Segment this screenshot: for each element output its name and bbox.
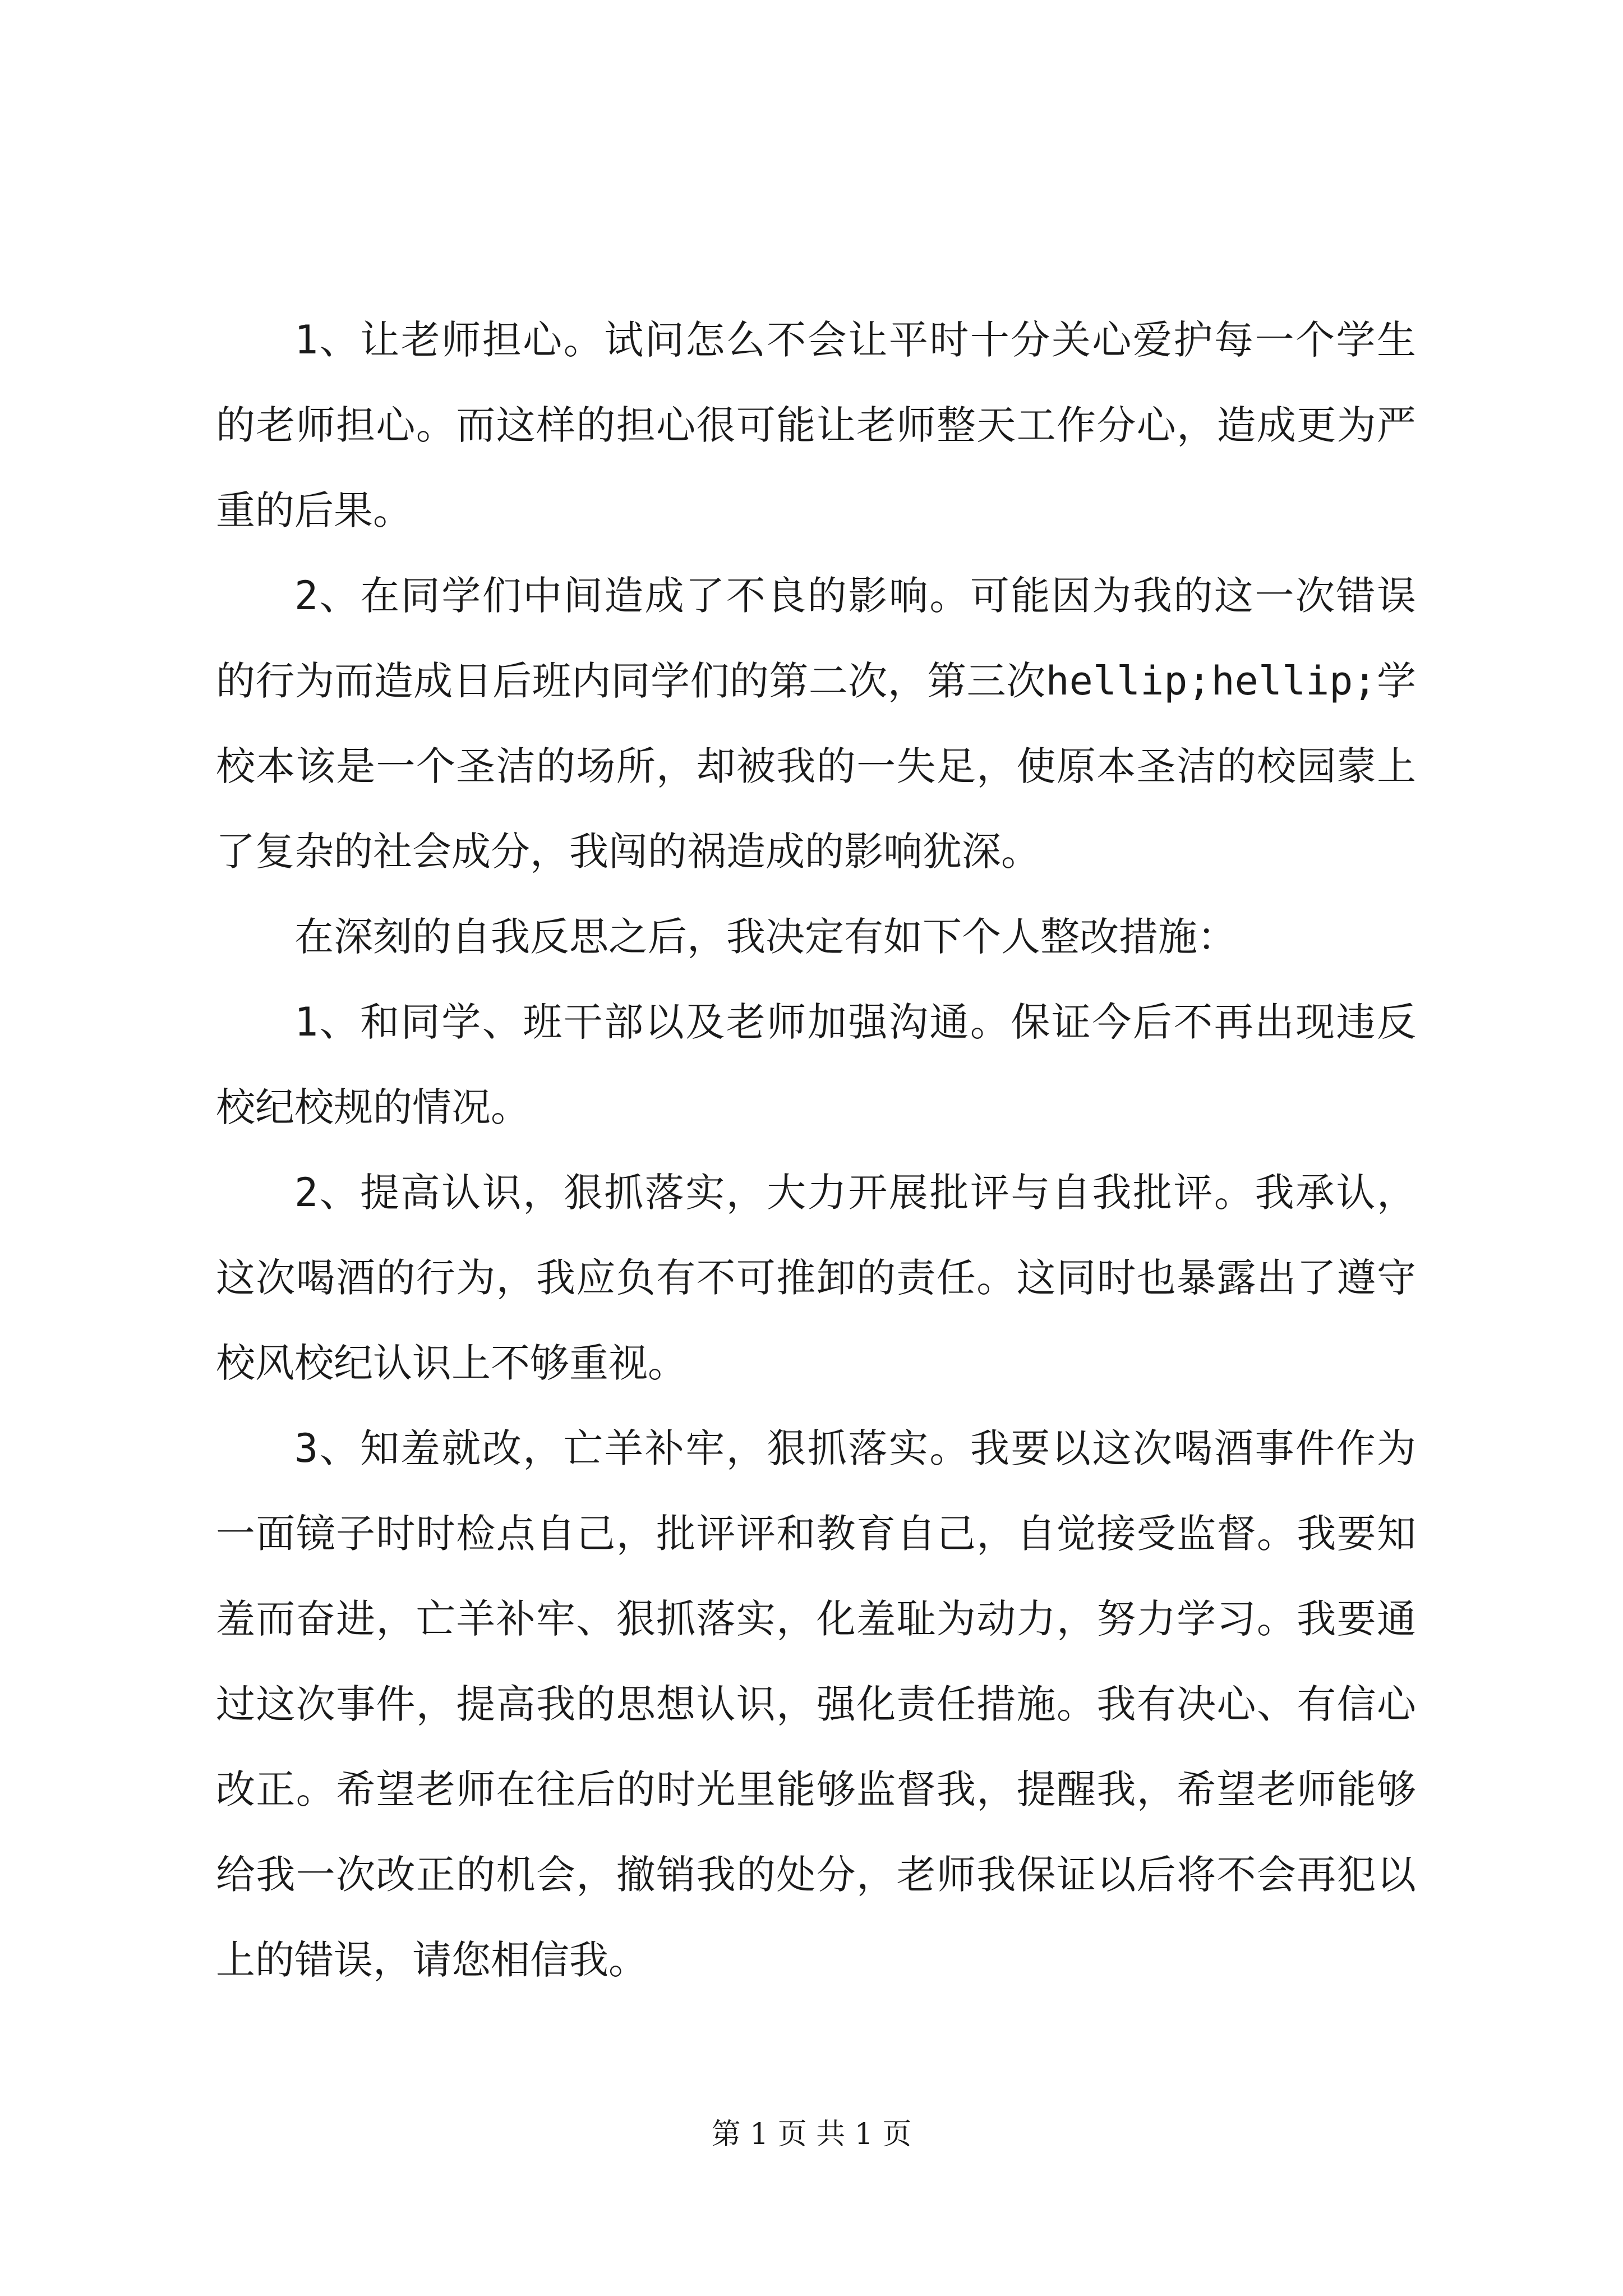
page-footer: 第 1 页 共 1 页 xyxy=(711,2118,912,2151)
paragraph-5: 2、提高认识，狠抓落实，大力开展批评与自我批评。我承认，这次喝酒的行为，我应负有不可推卸的责任。这同时也暴露出了遵守校风校纪认识上不够重视。 xyxy=(216,1170,1416,1386)
document-body xyxy=(216,297,1416,2003)
paragraph-3: 在深刻的自我反思之后，我决定有如下个人整改措施： xyxy=(294,914,1237,960)
paragraph-6: 3、知羞就改，亡羊补牢，狠抓落实。我要以这次喝酒事件作为一面镜子时时检点自己，批评评和教育自己，自觉接受监督。我要知羞而奋进，亡羊补牢、狠抓落实，化羞耻为动力，努力学习。我要通过这次事件，提高我的思想认识，强化责任措施。我有决心、有信心改正。希望老师在往后的时光里能够监督我，提醒我，希望老师能够给我一次改正的机会，撤销我的处分，老师我保证以后将不会再犯以上的错误，请您相信我。 xyxy=(216,1425,1416,1983)
paragraph-4: 1、和同学、班干部以及老师加强沟通。保证今后不再出现违反校纪校规的情况。 xyxy=(216,999,1416,1130)
paragraph-2: 2、在同学们中间造成了不良的影响。可能因为我的这一次错误的行为而造成日后班内同学们的第二次，第三次hellip;hellip;学校本该是一个圣洁的场所，却被我的一失足，使原本圣洁的校园蒙上了复杂的社会成分，我闯的祸造成的影响犹深。 xyxy=(216,573,1416,875)
paragraph-1: 1、让老师担心。试问怎么不会让平时十分关心爱护每一个学生的老师担心。而这样的担心很可能让老师整天工作分心，造成更为严重的后果。 xyxy=(216,317,1416,533)
